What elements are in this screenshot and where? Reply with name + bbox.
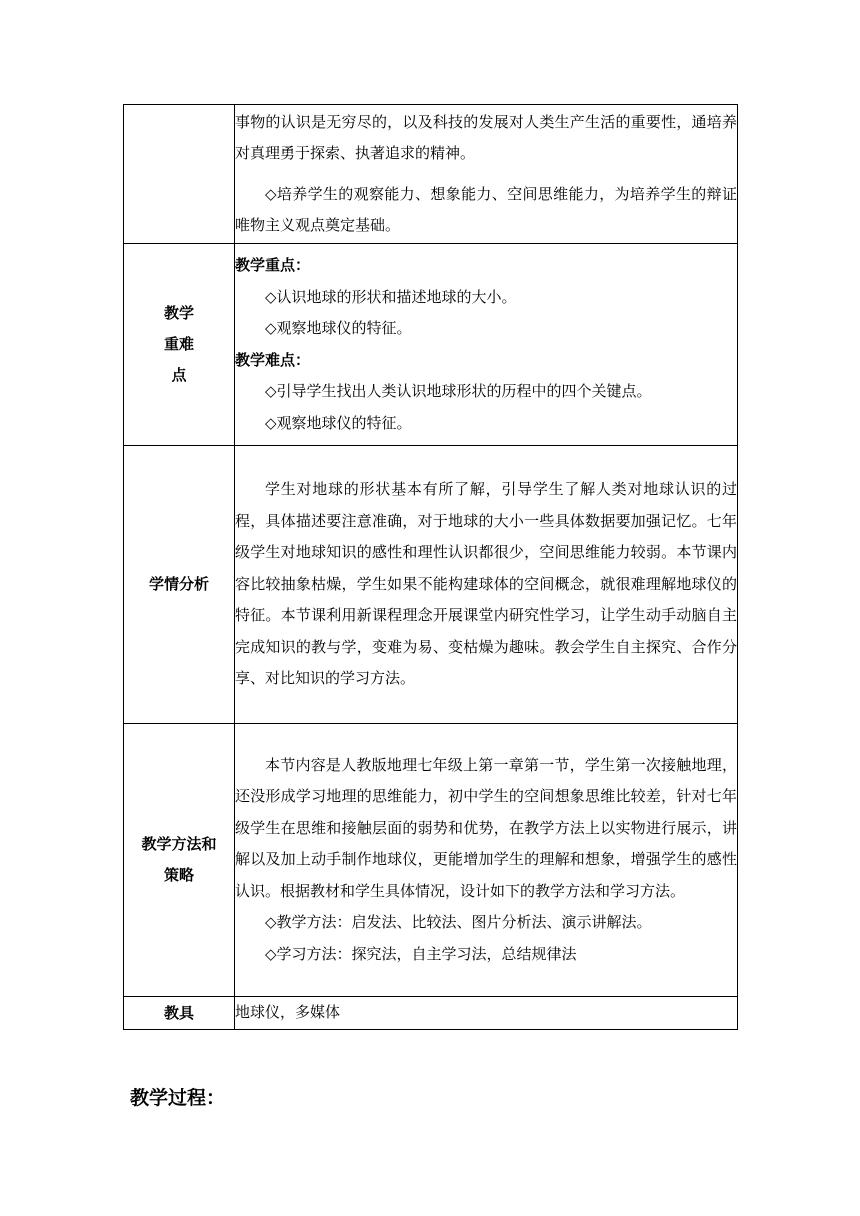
analysis-label: 学情分析	[124, 446, 235, 724]
focus-item: ◇认识地球的形状和描述地球的大小。	[265, 287, 517, 306]
goals-label-cell	[124, 105, 235, 244]
methods-text: 本节内容是人教版地理七年级上第一章第一节，学生第一次接触地理，还没形成学习地理的思维能力，初中学生的空间想象思维比较差，针对七年级学生在思维和接触层面的弱势和优势，在教学方法上以实物进行展示，讲解以及加上动手制作地球仪，更能增加学生的理解和想象，增强学生的感性认识。根据教材和学生具体情况，设计如下的教学方法和学习方法。	[235, 755, 737, 900]
key-points-content	[235, 244, 738, 446]
tools-row	[124, 997, 738, 1030]
analysis-row	[124, 446, 738, 724]
key-points-row	[124, 244, 738, 446]
key-points-label: 教学重难点	[124, 244, 235, 446]
lesson-plan-table	[123, 104, 738, 1030]
difficulty-item: ◇引导学生找出人类认识地球形状的历程中的四个关键点。	[265, 382, 652, 400]
difficulty-heading: 教学难点：	[235, 350, 311, 369]
goals-content-cell	[235, 105, 738, 244]
analysis-text: 学生对地球的形状基本有所了解，引导学生了解人类对地球认识的过程，具体描述要注意准确，对于地球的大小一些具体数据要加强记忆。七年级学生对地球知识的感性和理性认识都很少，空间思维能力较弱。本节课内容比较抽象枯燥，学生如果不能构建球体的空间概念，就很难理解地球仪的特征。本节课利用新课程理念开展课堂内研究性学习，让学生动手动脑自主完成知识的教与学，变难为易、变枯燥为趣味。教会学生自主探究、合作分享、对比知识的学习方法。	[235, 480, 737, 688]
focus-item: ◇观察地球仪的特征。	[265, 319, 412, 337]
tools-value: 地球仪，多媒体	[235, 997, 738, 1030]
goals-paragraph: 事物的认识是无穷尽的，以及科技的发展对人类生产生活的重要性，通培养对真理勇于探索、执著追求的精神。	[235, 112, 737, 162]
tools-label: 教具	[124, 997, 235, 1030]
difficulty-item: ◇观察地球仪的特征。	[265, 413, 412, 432]
methods-row	[124, 724, 738, 997]
methods-content	[235, 724, 738, 997]
goals-row	[124, 105, 738, 244]
section-heading: 教学过程：	[130, 1087, 226, 1109]
analysis-content	[235, 446, 738, 724]
goals-paragraph: ◇培养学生的观察能力、想象能力、空间思维能力，为培养学生的辩证唯物主义观点奠定基础。	[235, 184, 737, 234]
focus-heading: 教学重点：	[235, 256, 311, 274]
methods-label: 教学方法和策略	[124, 724, 235, 997]
learning-method: ◇学习方法：探究法，自主学习法，总结规律法	[265, 944, 577, 963]
teaching-method: ◇教学方法：启发法、比较法、图片分析法、演示讲解法。	[265, 913, 652, 932]
